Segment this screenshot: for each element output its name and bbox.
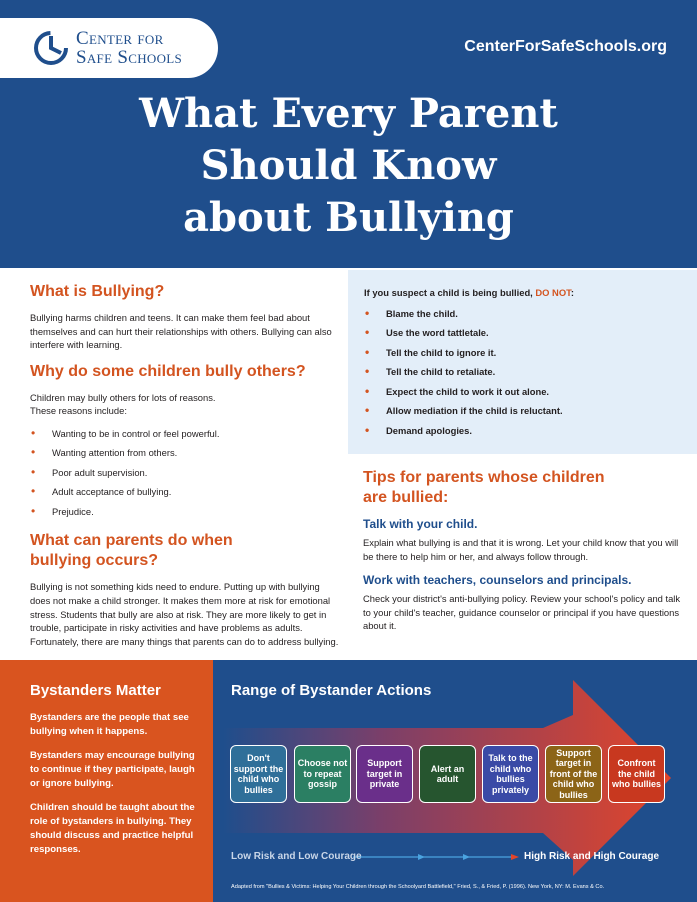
- tips-heading-line-1: Tips for parents whose children: [363, 469, 605, 486]
- parents-do-body: Bullying is not something kids need to endure. Putting up with bullying does not make a child stronger. It makes them more at risk for emotional stress. Students that bully are also at risk. They are more likely to get in trouble, participate in risky activities and have problems as adults. Fortunately, there are many things that parents can do to address bullying.: [30, 581, 339, 647]
- site-url-link[interactable]: CenterForSafeSchools.org: [464, 38, 667, 55]
- tips-heading: [363, 468, 685, 508]
- action-label-6: Support target in front of the child who bullies: [549, 747, 598, 800]
- list-item-text: Allow mediation if the child is reluctant.: [386, 405, 563, 417]
- list-item: [364, 421, 683, 441]
- tips-heading-line-2: are bullied:: [363, 489, 449, 506]
- action-box-2: [294, 745, 351, 803]
- bullet-icon: •: [365, 422, 370, 437]
- bullet-icon: •: [365, 305, 370, 320]
- do-not-intro: [364, 286, 683, 300]
- range-heading: Range of Bystander Actions: [231, 682, 432, 699]
- list-item: [30, 463, 342, 483]
- what-is-heading: What is Bullying?: [30, 283, 165, 300]
- list-item-text: Prejudice.: [52, 505, 94, 517]
- left-column: [30, 282, 342, 648]
- list-item: [30, 482, 342, 502]
- title-line-3: about Bullying: [183, 194, 514, 241]
- list-item: [364, 362, 683, 382]
- do-not-emphasis: DO NOT: [535, 287, 571, 298]
- bullet-icon: •: [31, 425, 36, 440]
- list-item-text: Tell the child to ignore it.: [386, 346, 497, 358]
- action-label-5: Talk to the child who bullies privately: [488, 753, 533, 795]
- list-item: [364, 401, 683, 421]
- why-heading: Why do some children bully others?: [30, 362, 306, 380]
- action-box-6: [545, 745, 602, 803]
- bullet-icon: •: [31, 445, 36, 460]
- bullet-icon: •: [365, 403, 370, 418]
- list-item-text: Adult acceptance of bullying.: [52, 486, 172, 498]
- action-box-4: [419, 745, 476, 803]
- why-intro-line-2: These reasons include:: [30, 405, 127, 417]
- low-risk-label: Low Risk and Low Courage: [231, 851, 362, 862]
- do-not-intro-text: If you suspect a child is being bullied,: [364, 287, 533, 298]
- bullet-icon: •: [31, 503, 36, 518]
- action-label-1: Don't support the child who bullies: [233, 753, 284, 795]
- title-line-1: What Every Parent: [139, 90, 558, 137]
- list-item: [30, 424, 342, 444]
- list-item-text: Tell the child to retaliate.: [386, 366, 496, 378]
- action-box-1: [230, 745, 287, 803]
- list-item-text: Blame the child.: [386, 307, 458, 319]
- tips-section: [363, 468, 685, 633]
- action-label-4: Alert an adult: [430, 763, 465, 784]
- list-item: [30, 502, 342, 522]
- parents-do-heading-line-1: What can parents do when: [30, 532, 233, 550]
- list-item: [364, 323, 683, 343]
- why-list: [30, 424, 342, 522]
- risk-line-arrowhead-1: [418, 854, 425, 860]
- logo-text: [76, 29, 182, 67]
- action-box-3: [356, 745, 413, 803]
- parents-do-heading-line-2: bullying occurs?: [30, 552, 159, 570]
- header-banner: [0, 0, 697, 268]
- what-is-body: Bullying harms children and teens. It can make them feel bad about themselves and can hurt their relationships with others. Bullying can also interfere with learning.: [30, 312, 332, 351]
- list-item: [30, 443, 342, 463]
- action-box-5: [482, 745, 539, 803]
- work-body: Check your district's anti-bullying policy. Review your school's policy and talk to your child's teacher, guidance counselor or principal if you have questions about it.: [363, 593, 681, 632]
- talk-body: Explain what bullying is and that it is wrong. Let your child know that you will be there to help him or her, and always follow through.: [363, 537, 679, 562]
- list-item: [364, 304, 683, 324]
- list-item-text: Expect the child to work it out alone.: [386, 385, 550, 397]
- bystanders-panel: [0, 660, 213, 902]
- list-item: [364, 382, 683, 402]
- bullet-icon: •: [365, 344, 370, 359]
- bystanders-p2: Bystanders may encourage bullying to continue if they participate, laugh or ignore bullying.: [30, 750, 195, 789]
- logo-line-1: Center for: [76, 28, 164, 49]
- logo-mark-icon: [34, 31, 68, 65]
- bystanders-p3: Children should be taught about the role of bystanders in bullying. They should discuss and practice helpful responses.: [30, 802, 195, 855]
- risk-line-arrowhead-2: [463, 854, 470, 860]
- action-box-7: [608, 745, 665, 803]
- action-label-3: Support target in private: [366, 758, 403, 790]
- action-label-7: Confront the child who bullies: [611, 758, 661, 790]
- talk-heading: Talk with your child.: [363, 517, 478, 531]
- bystanders-p1: Bystanders are the people that see bullying when it happens.: [30, 712, 189, 737]
- title-line-2: Should Know: [200, 142, 497, 189]
- list-item-text: Demand apologies.: [386, 424, 472, 436]
- bullet-icon: •: [31, 464, 36, 479]
- bystanders-heading: Bystanders Matter: [30, 682, 161, 699]
- bullet-icon: •: [31, 484, 36, 499]
- bullet-icon: •: [365, 364, 370, 379]
- do-not-panel: [348, 270, 697, 454]
- parents-do-heading: [30, 531, 342, 571]
- why-intro-line-1: Children may bully others for lots of reasons.: [30, 391, 216, 403]
- action-label-2: Choose not to repeat gossip: [297, 758, 348, 790]
- range-panel: [213, 660, 697, 902]
- do-not-list: [364, 304, 683, 441]
- high-risk-label: High Risk and High Courage: [524, 851, 660, 862]
- list-item-text: Wanting to be in control or feel powerful.: [52, 427, 220, 439]
- risk-line-arrowhead-3: [511, 854, 519, 860]
- list-item-text: Poor adult supervision.: [52, 466, 148, 478]
- logo-line-2: Safe Schools: [76, 47, 183, 68]
- logo[interactable]: [0, 18, 218, 78]
- do-not-colon: :: [570, 287, 574, 298]
- list-item: [364, 343, 683, 363]
- work-heading: Work with teachers, counselors and principals.: [363, 573, 632, 588]
- why-intro: [30, 391, 342, 418]
- list-item-text: Wanting attention from others.: [52, 447, 178, 459]
- bullet-icon: •: [365, 325, 370, 340]
- source-footnote: Adapted from "Bullies & Victims: Helping Your Children through the Schoolyard Battlefield," Fried, S., & Fried, P. (1996). New York, NY: M. Evans & Co.: [231, 884, 605, 890]
- bullet-icon: •: [365, 383, 370, 398]
- page-title: [0, 88, 697, 244]
- list-item-text: Use the word tattletale.: [386, 327, 489, 339]
